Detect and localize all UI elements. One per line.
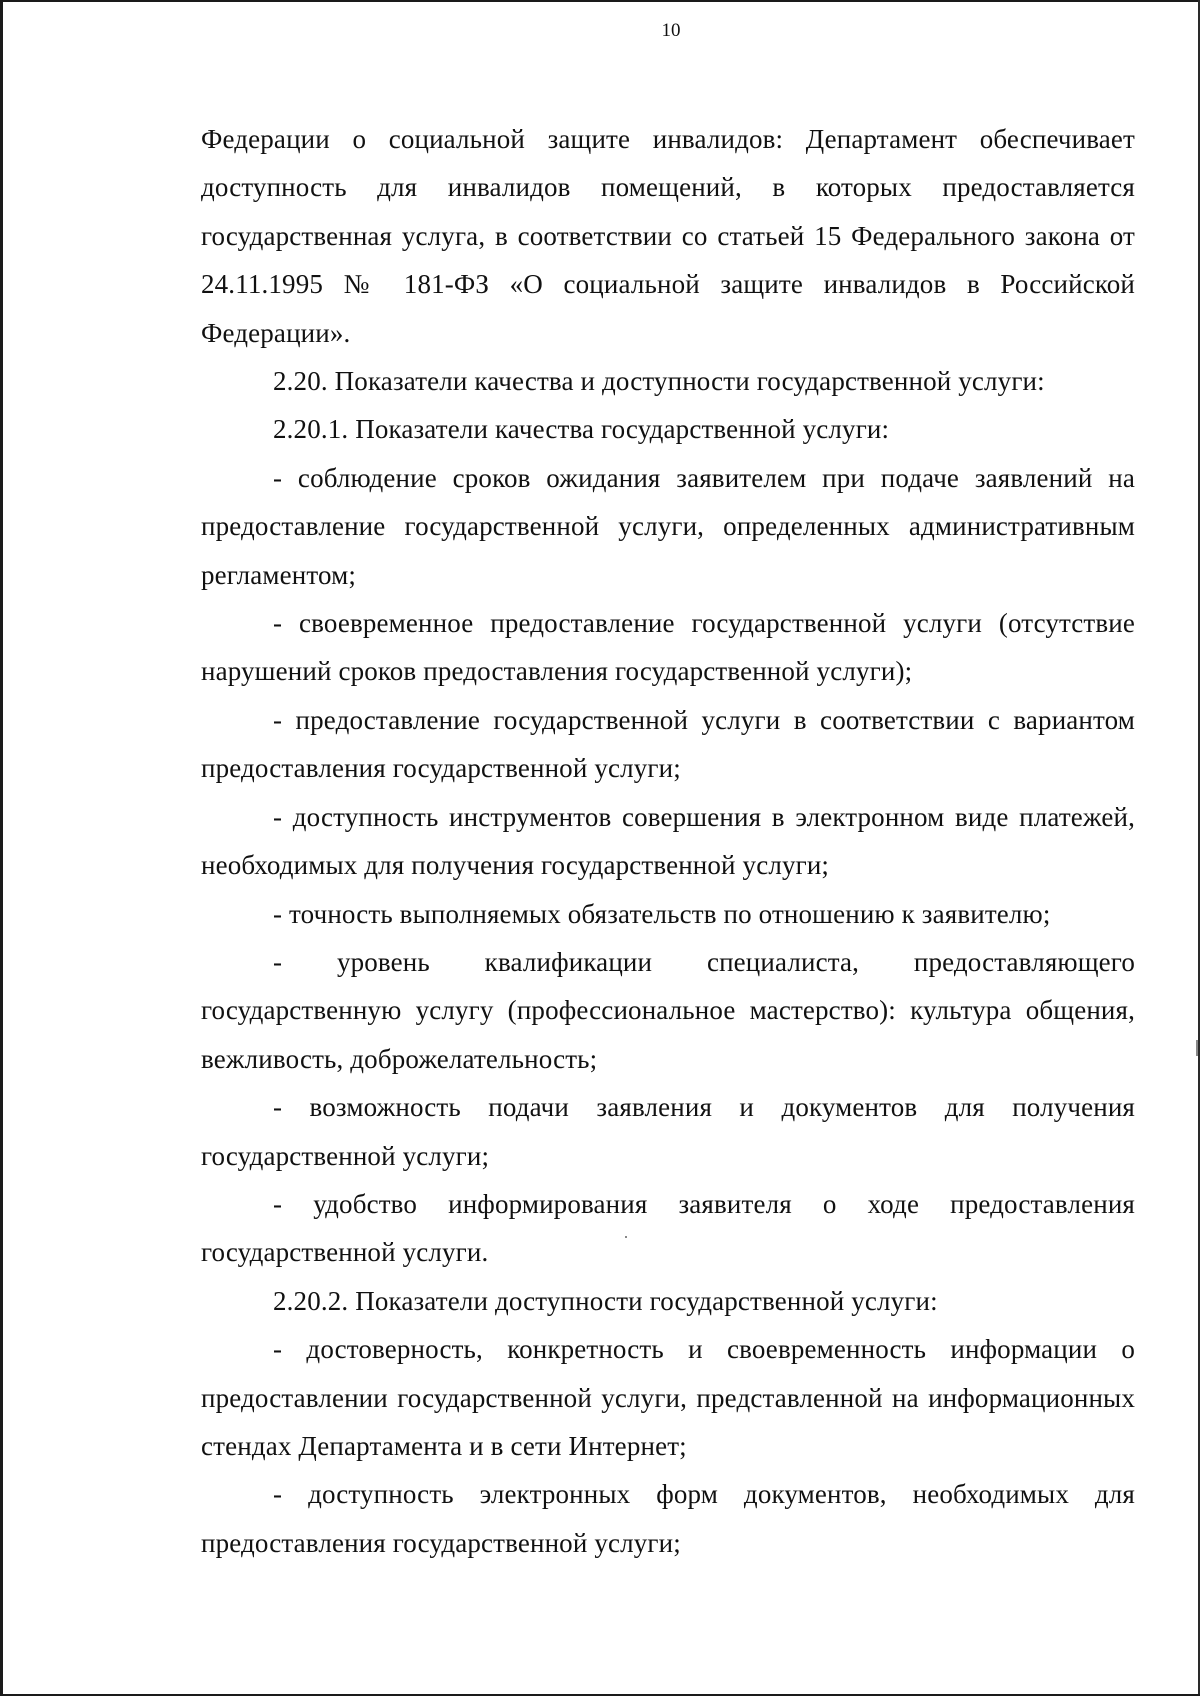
scan-border-left — [0, 0, 3, 1696]
document-body — [201, 115, 1135, 1567]
list-item: - доступность электронных форм документов, необходимых для предоставления государственной услуги; — [201, 1479, 1135, 1558]
list-item: - доступность инструментов совершения в электронном виде платежей, необходимых для получения государственной услуги; — [201, 801, 1135, 881]
list-item: - возможность подачи заявления и документов для получения государственной услуги; — [201, 1092, 1135, 1171]
subsection-heading: 2.20.1. Показатели качества государственной услуги: — [273, 414, 890, 445]
scan-speck — [1196, 1040, 1198, 1056]
list-item: - предоставление государственной услуги в соответствии с вариантом предоставления государственной услуги; — [201, 704, 1135, 784]
list-item: - точность выполняемых обязательств по отношению к заявителю; — [273, 898, 1051, 929]
list-item: - достоверность, конкретность и своевременность информации о предоставлении государственной услуги, представленной на информационных стендах Департамента и в сети Интернет; — [201, 1334, 1135, 1461]
section-heading: 2.20. Показатели качества и доступности государственной услуги: — [273, 366, 1045, 397]
page-number: 10 — [661, 20, 681, 41]
subsection-heading: 2.20.2. Показатели доступности государственной услуги: — [273, 1285, 938, 1316]
scan-border-top — [0, 0, 1200, 2]
list-item: - уровень квалификации специалиста, предоставляющего государственную услугу (профессиональное мастерство): культура общения, вежливость, доброжелательность; — [201, 946, 1135, 1074]
list-item: - своевременное предоставление государственной услуги (отсутствие нарушений сроков предоставления государственной услуги); — [201, 608, 1135, 687]
list-item: - соблюдение сроков ожидания заявителем при подаче заявлений на предоставление государственной услуги, определенных административным регламентом; — [201, 462, 1135, 590]
list-item: - удобство информирования заявителя о ходе предоставления государственной услуги. — [201, 1188, 1135, 1268]
paragraph-continuation: Федерации о социальной защите инвалидов: Департамент обеспечивает доступность для инвалидов помещений, в которых предоставляется государственная услуга, в соответствии со статьей 15 Федерального закона от 24.11.1995 № 181-ФЗ «О социальной защите инвалидов в Российской Федерации». — [201, 124, 1135, 348]
